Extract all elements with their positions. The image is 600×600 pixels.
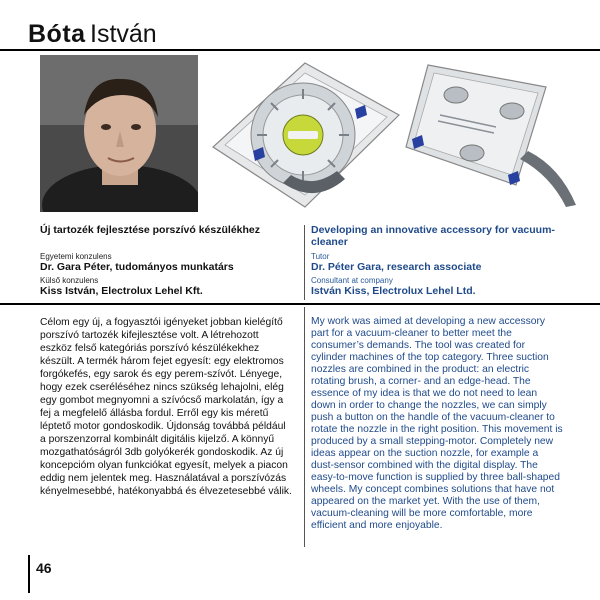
body-text-english: My work was aimed at developing a new accessory part for a vacuum-cleaner to better meet the consumer’s demands. The tool was created for cylinder machines of the top category. Three suction nozzles are combined in the product: an electric rotating brush, a corner- and an edge-head. The essence of my idea is that we do not need to lean down in order to change the nozzles, we can simply push a button on the handle of the vacuum-cleaner to rotate the nozzle in the right position. This movement is produced by a small stepping-motor. Completely new ideas appear on the suction nozzle, for example a dust-sensor combined with the digital display. The easy-to-move function is supplied by three ball-shaped wheels. My concept combines solutions that have not appeared on the market yet. With the use of them, vacuum-cleaning will be more comfortable, more efficient and more enjoyable. [311, 316, 563, 531]
product-render-top [205, 55, 405, 215]
tutor-en: Dr. Péter Gara, research associate [311, 261, 482, 273]
title-english: Developing an innovative accessory for vacuum-cleaner [311, 224, 555, 248]
author-portrait [40, 55, 198, 212]
body-text-hungarian: Célom egy új, a fogyasztói igényeket jobban kielégítő porszívó tartozék kifejlesztése volt. A létrehozott eszköz felső kategóriás porszívó készülékekhez készült. A termék három fejet egyesít: egy elektromos forgókefés, egy sarok és egy perem-szívót. Lényege, hogy ezek cseréléséhez nincs szükség lehajolni, elég egy gombot megnyomni a szívócső markolatán, így a fej a megfelelő állásba fordul. Erről egy kis méretű léptető motor gondoskodik. Újdonság továbbá például a porszenzorral kombinált digitális kijelző. A könnyű mozgathatóságról 3db golyókerék gondoskodik. Az új koncepcióm olyan funkciókat egyesít, melyek a piacon eddig nem jelentek meg. Használatával a porszívózás kényelmesebbé, hatékonyabbá és élvezetesebbé válik. [40, 317, 292, 497]
section-rule [0, 303, 600, 305]
consultant-en: István Kiss, Electrolux Lehel Ltd. [311, 285, 476, 297]
author-surname: Bóta [28, 20, 86, 48]
consultant-hu: Kiss István, Electrolux Lehel Kft. [40, 285, 203, 297]
page-header [28, 20, 157, 49]
page-number-bar [28, 555, 30, 593]
consultant-label-hu: Külső konzulens [40, 276, 99, 285]
header-rule [0, 49, 600, 51]
product-render-bottom [400, 55, 580, 215]
consultant-label-en: Consultant at company [311, 276, 393, 285]
author-given-name: István [90, 20, 157, 48]
column-divider-body [304, 307, 305, 547]
tutor-label-hu: Egyetemi konzulens [40, 252, 112, 261]
column-divider-top [304, 225, 305, 300]
tutor-label-en: Tutor [311, 252, 330, 261]
title-hungarian: Új tartozék fejlesztése porszívó készülékhez [40, 224, 261, 236]
page-number: 46 [36, 560, 52, 576]
tutor-hu: Dr. Gara Péter, tudományos munkatárs [40, 261, 234, 273]
